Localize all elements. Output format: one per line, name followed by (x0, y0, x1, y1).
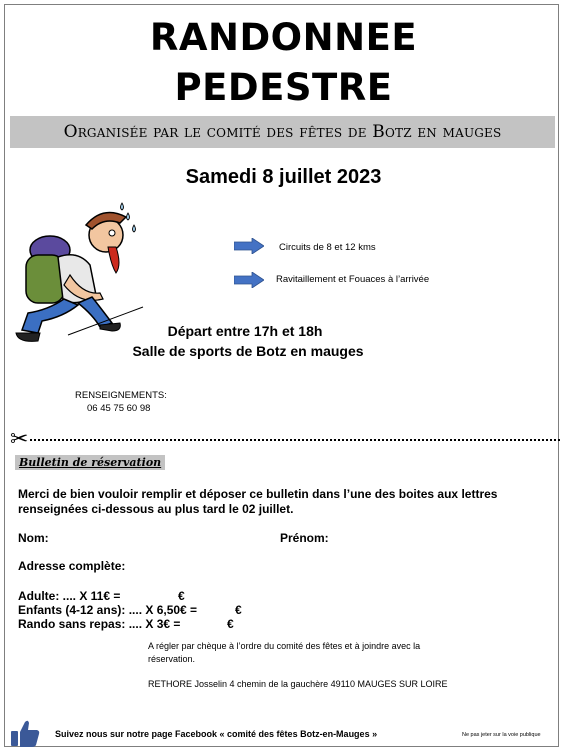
prenom-label: Prénom: (280, 531, 329, 545)
departure-place: Salle de sports de Botz en mauges (132, 343, 364, 359)
price-children-label: Enfants (4-12 ans): .... X 6,50€ = (18, 603, 198, 617)
arrow-right-icon (234, 238, 264, 254)
bulletin-title: Bulletin de réservation (15, 455, 165, 470)
highlight-ravitaillement: Ravitaillement et Fouaces à l’arrivée (276, 274, 430, 285)
contact-label: RENSEIGNEMENTS: (75, 390, 167, 401)
adresse-label: Adresse complète: (18, 559, 126, 573)
price-no-meal-label: Rando sans repas: .... X 3€ = (18, 617, 181, 631)
nom-label: Nom: (18, 531, 49, 545)
disclaimer: Ne pas jeter sur la voie publique (462, 732, 541, 738)
price-adult-label: Adulte: .... X 11€ = (18, 589, 121, 603)
payment-note-line2: réservation. (148, 654, 196, 664)
arrow-right-icon (234, 272, 264, 288)
bulletin-intro-line2: renseignées ci-dessous au plus tard le 02 juillet. (18, 502, 294, 516)
organiser-text: Organisée par le comité des fêtes de Botz en mauges (63, 122, 502, 142)
postal-address: RETHORE Josselin 4 chemin de la gauchère 49110 MAUGES SUR LOIRE (148, 679, 448, 689)
thumbs-up-icon (10, 718, 40, 748)
title-line-2: PEDESTRE (174, 66, 393, 109)
organiser-banner (10, 116, 555, 148)
scissors-icon: ✂ (10, 426, 29, 451)
contact-phone: 06 45 75 60 98 (87, 403, 151, 414)
highlight-circuits: Circuits de 8 et 12 kms (279, 242, 376, 253)
departure-time: Départ entre 17h et 18h (167, 323, 323, 339)
facebook-footer: Suivez nous sur notre page Facebook « comité des fêtes Botz-en-Mauges » (55, 729, 378, 739)
event-date: Samedi 8 juillet 2023 (185, 166, 382, 188)
price-adult-currency: € (178, 589, 185, 603)
price-no-meal-currency: € (227, 617, 234, 631)
title-line-1: RANDONNEE (149, 16, 418, 59)
bulletin-intro-line1: Merci de bien vouloir remplir et déposer ce bulletin dans l’une des boites aux lettres (18, 487, 498, 501)
cut-line (30, 439, 560, 441)
price-children-currency: € (235, 603, 242, 617)
payment-note-line1: A régler par chèque à l’ordre du comité des fêtes et à joindre avec la (148, 641, 421, 651)
